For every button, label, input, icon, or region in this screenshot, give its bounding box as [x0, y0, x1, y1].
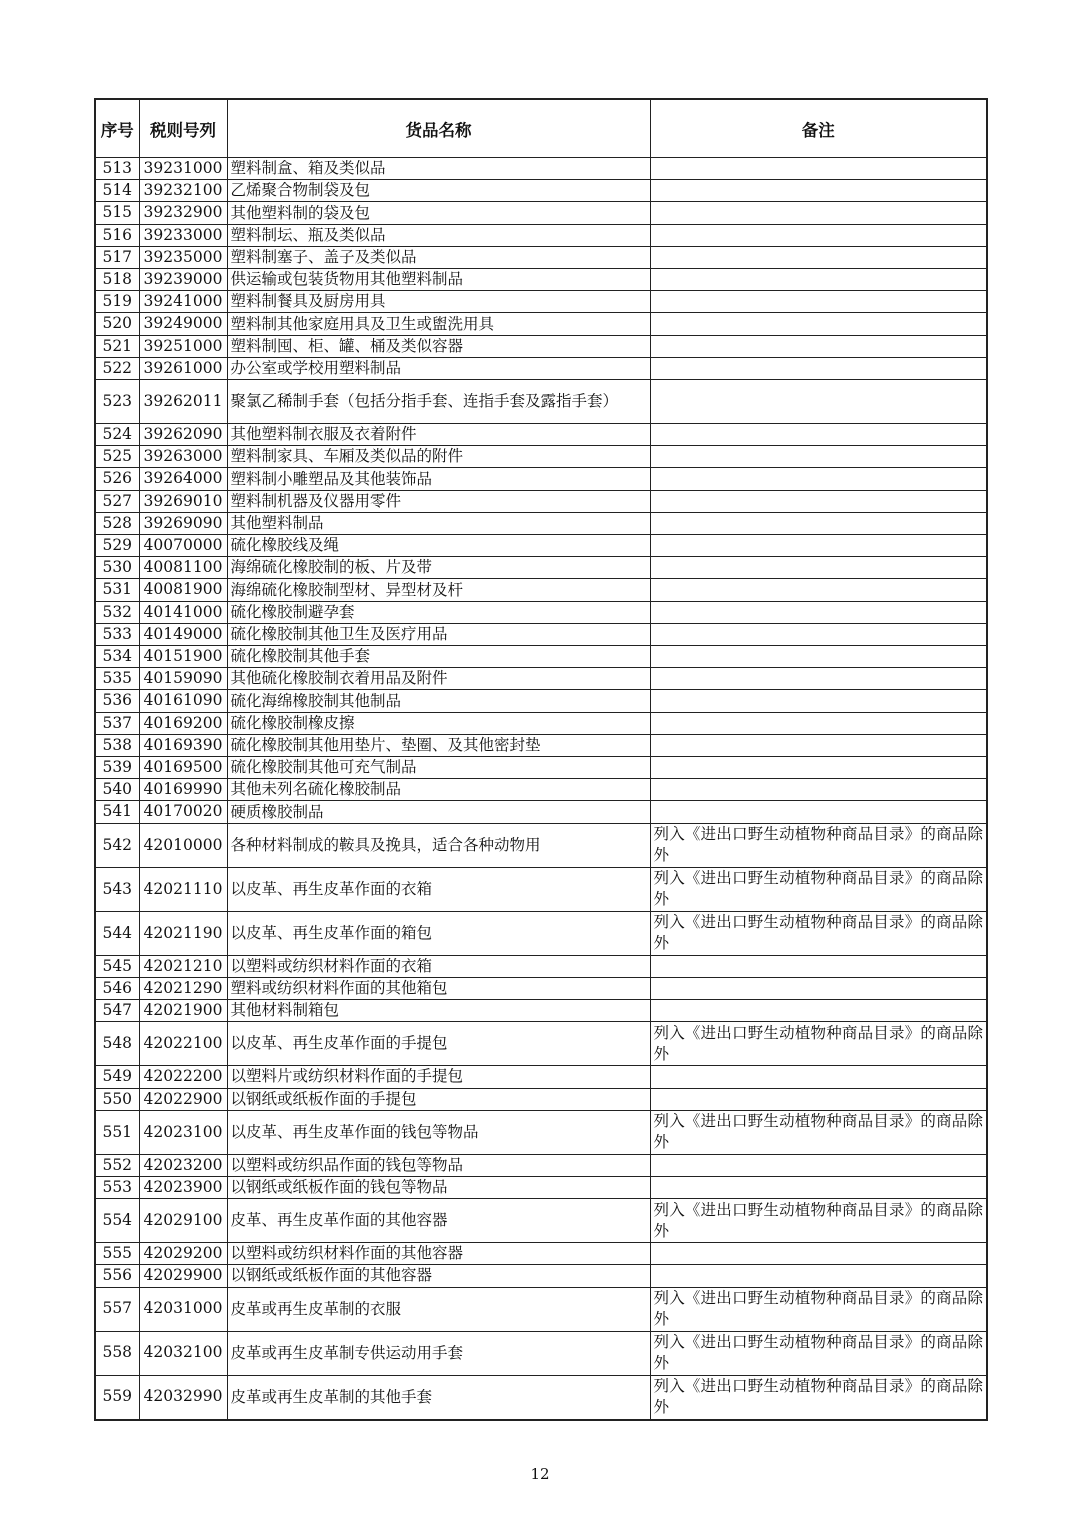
row-tariff-code: 42021190 [139, 911, 227, 955]
row-goods-name: 皮革或再生皮革制的其他手套 [227, 1375, 650, 1420]
row-remarks [650, 291, 987, 313]
row-remarks [650, 779, 987, 801]
table-row [95, 823, 987, 867]
row-seq: 556 [95, 1265, 139, 1287]
row-remarks [650, 977, 987, 999]
row-tariff-code: 39233000 [139, 224, 227, 246]
row-seq: 532 [95, 601, 139, 623]
row-tariff-code: 42021900 [139, 1000, 227, 1022]
row-seq: 543 [95, 867, 139, 911]
table-row [95, 955, 987, 977]
row-seq: 517 [95, 246, 139, 268]
row-goods-name: 其他塑料制的袋及包 [227, 202, 650, 224]
table-row [95, 269, 987, 291]
row-goods-name: 聚氯乙稀制手套（包括分指手套、连指手套及露指手套） [227, 380, 650, 424]
row-remarks [650, 380, 987, 424]
row-goods-name: 硬质橡胶制品 [227, 801, 650, 823]
row-goods-name: 硫化橡胶制其他可充气制品 [227, 757, 650, 779]
row-goods-name: 以钢纸或纸板作面的钱包等物品 [227, 1176, 650, 1198]
row-seq: 552 [95, 1154, 139, 1176]
row-remarks [650, 1243, 987, 1265]
table-row [95, 1022, 987, 1066]
row-tariff-code: 40081100 [139, 557, 227, 579]
row-goods-name: 硫化橡胶制其他卫生及医疗用品 [227, 623, 650, 645]
row-remarks [650, 512, 987, 534]
row-seq: 523 [95, 380, 139, 424]
table-row [95, 291, 987, 313]
row-goods-name: 硫化橡胶制其他用垫片、垫圈、及其他密封垫 [227, 734, 650, 756]
page-number: 12 [530, 1465, 550, 1483]
table-row [95, 490, 987, 512]
row-goods-name: 硫化橡胶制橡皮擦 [227, 712, 650, 734]
row-goods-name: 以皮革、再生皮革作面的箱包 [227, 911, 650, 955]
row-remarks [650, 269, 987, 291]
row-goods-name: 以塑料或纺织品作面的钱包等物品 [227, 1154, 650, 1176]
row-seq: 527 [95, 490, 139, 512]
table-row [95, 1088, 987, 1110]
row-goods-name: 塑料制塞子、盖子及类似品 [227, 246, 650, 268]
row-seq: 529 [95, 535, 139, 557]
row-tariff-code: 40169990 [139, 779, 227, 801]
row-goods-name: 海绵硫化橡胶制型材、异型材及杆 [227, 579, 650, 601]
row-remarks [650, 313, 987, 335]
row-remarks [650, 357, 987, 379]
table-row [95, 1066, 987, 1088]
row-goods-name: 硫化橡胶线及绳 [227, 535, 650, 557]
row-tariff-code: 42010000 [139, 823, 227, 867]
table-row [95, 357, 987, 379]
row-remarks [650, 490, 987, 512]
table-row [95, 1243, 987, 1265]
table-row [95, 579, 987, 601]
row-tariff-code: 40081900 [139, 579, 227, 601]
row-tariff-code: 40170020 [139, 801, 227, 823]
row-goods-name: 塑料制盒、箱及类似品 [227, 158, 650, 180]
row-tariff-code: 42021210 [139, 955, 227, 977]
row-tariff-code: 39232100 [139, 180, 227, 202]
table-row [95, 690, 987, 712]
row-goods-name: 以钢纸或纸板作面的其他容器 [227, 1265, 650, 1287]
row-goods-name: 硫化橡胶制其他手套 [227, 646, 650, 668]
header-seq: 序号 [95, 99, 139, 158]
row-tariff-code: 39262090 [139, 424, 227, 446]
row-seq: 542 [95, 823, 139, 867]
row-tariff-code: 42031000 [139, 1287, 227, 1331]
row-tariff-code: 42023900 [139, 1176, 227, 1198]
row-remarks: 列入《进出口野生动植物种商品目录》的商品除外 [650, 1110, 987, 1154]
row-remarks: 列入《进出口野生动植物种商品目录》的商品除外 [650, 1199, 987, 1243]
row-tariff-code: 40161090 [139, 690, 227, 712]
row-goods-name: 皮革、再生皮革作面的其他容器 [227, 1199, 650, 1243]
table-row [95, 712, 987, 734]
table-row [95, 202, 987, 224]
row-seq: 555 [95, 1243, 139, 1265]
row-remarks [650, 955, 987, 977]
row-remarks [650, 690, 987, 712]
row-seq: 531 [95, 579, 139, 601]
row-goods-name: 塑料制家具、车厢及类似品的附件 [227, 446, 650, 468]
row-remarks [650, 1000, 987, 1022]
table-row [95, 601, 987, 623]
table-row [95, 1265, 987, 1287]
row-seq: 521 [95, 335, 139, 357]
table-row [95, 535, 987, 557]
row-seq: 551 [95, 1110, 139, 1154]
row-seq: 541 [95, 801, 139, 823]
table-row [95, 801, 987, 823]
row-goods-name: 各种材料制成的鞍具及挽具，适合各种动物用 [227, 823, 650, 867]
table-row [95, 446, 987, 468]
row-remarks [650, 335, 987, 357]
table-row [95, 424, 987, 446]
row-goods-name: 乙烯聚合物制袋及包 [227, 180, 650, 202]
table-row [95, 468, 987, 490]
row-tariff-code: 42029900 [139, 1265, 227, 1287]
row-remarks [650, 1066, 987, 1088]
row-goods-name: 塑料或纺织材料作面的其他箱包 [227, 977, 650, 999]
row-goods-name: 其他塑料制品 [227, 512, 650, 534]
row-remarks: 列入《进出口野生动植物种商品目录》的商品除外 [650, 867, 987, 911]
table-row [95, 224, 987, 246]
row-remarks [650, 224, 987, 246]
row-remarks: 列入《进出口野生动植物种商品目录》的商品除外 [650, 1287, 987, 1331]
row-goods-name: 塑料制餐具及厨房用具 [227, 291, 650, 313]
row-remarks [650, 557, 987, 579]
row-remarks [650, 424, 987, 446]
row-tariff-code: 39269090 [139, 512, 227, 534]
row-remarks [650, 446, 987, 468]
row-tariff-code: 42021110 [139, 867, 227, 911]
row-remarks: 列入《进出口野生动植物种商品目录》的商品除外 [650, 823, 987, 867]
row-tariff-code: 39249000 [139, 313, 227, 335]
table-row [95, 512, 987, 534]
row-seq: 539 [95, 757, 139, 779]
table-row [95, 977, 987, 999]
row-tariff-code: 40169390 [139, 734, 227, 756]
row-goods-name: 其他硫化橡胶制衣着用品及附件 [227, 668, 650, 690]
row-tariff-code: 39232900 [139, 202, 227, 224]
row-tariff-code: 39269010 [139, 490, 227, 512]
row-tariff-code: 39231000 [139, 158, 227, 180]
row-seq: 550 [95, 1088, 139, 1110]
row-seq: 547 [95, 1000, 139, 1022]
table-row [95, 1176, 987, 1198]
row-goods-name: 塑料制囤、柜、罐、桶及类似容器 [227, 335, 650, 357]
row-tariff-code: 42022900 [139, 1088, 227, 1110]
row-remarks: 列入《进出口野生动植物种商品目录》的商品除外 [650, 1375, 987, 1420]
table-row [95, 1287, 987, 1331]
row-seq: 520 [95, 313, 139, 335]
table-row [95, 1199, 987, 1243]
row-tariff-code: 42022100 [139, 1022, 227, 1066]
row-tariff-code: 40169200 [139, 712, 227, 734]
row-seq: 553 [95, 1176, 139, 1198]
table-row [95, 1331, 987, 1375]
row-seq: 515 [95, 202, 139, 224]
table-row [95, 1375, 987, 1420]
table-row [95, 158, 987, 180]
row-remarks [650, 1176, 987, 1198]
row-remarks [650, 1265, 987, 1287]
table-row [95, 911, 987, 955]
row-tariff-code: 42032990 [139, 1375, 227, 1420]
row-tariff-code: 39251000 [139, 335, 227, 357]
header-remarks: 备注 [650, 99, 987, 158]
row-seq: 522 [95, 357, 139, 379]
row-tariff-code: 39241000 [139, 291, 227, 313]
row-goods-name: 办公室或学校用塑料制品 [227, 357, 650, 379]
row-tariff-code: 42032100 [139, 1331, 227, 1375]
row-tariff-code: 39264000 [139, 468, 227, 490]
row-remarks [650, 246, 987, 268]
table-row [95, 867, 987, 911]
row-seq: 544 [95, 911, 139, 955]
row-seq: 538 [95, 734, 139, 756]
row-seq: 545 [95, 955, 139, 977]
row-remarks [650, 202, 987, 224]
row-goods-name: 塑料制其他家庭用具及卫生或盥洗用具 [227, 313, 650, 335]
row-seq: 554 [95, 1199, 139, 1243]
row-remarks [650, 801, 987, 823]
row-seq: 516 [95, 224, 139, 246]
row-remarks [650, 468, 987, 490]
row-seq: 524 [95, 424, 139, 446]
row-seq: 530 [95, 557, 139, 579]
row-goods-name: 以钢纸或纸板作面的手提包 [227, 1088, 650, 1110]
table-body [95, 158, 987, 1420]
goods-table [94, 98, 988, 1421]
table-row [95, 557, 987, 579]
row-tariff-code: 39239000 [139, 269, 227, 291]
table-row [95, 1000, 987, 1022]
row-tariff-code: 40151900 [139, 646, 227, 668]
row-goods-name: 海绵硫化橡胶制的板、片及带 [227, 557, 650, 579]
row-remarks [650, 646, 987, 668]
row-goods-name: 其他塑料制衣服及衣着附件 [227, 424, 650, 446]
row-remarks [650, 1088, 987, 1110]
row-tariff-code: 39261000 [139, 357, 227, 379]
row-tariff-code: 40141000 [139, 601, 227, 623]
row-tariff-code: 42022200 [139, 1066, 227, 1088]
row-remarks: 列入《进出口野生动植物种商品目录》的商品除外 [650, 1331, 987, 1375]
row-seq: 559 [95, 1375, 139, 1420]
row-goods-name: 以塑料或纺织材料作面的衣箱 [227, 955, 650, 977]
row-seq: 528 [95, 512, 139, 534]
table-row [95, 779, 987, 801]
row-remarks: 列入《进出口野生动植物种商品目录》的商品除外 [650, 911, 987, 955]
table-row [95, 1110, 987, 1154]
row-goods-name: 硫化海绵橡胶制其他制品 [227, 690, 650, 712]
row-goods-name: 塑料制坛、瓶及类似品 [227, 224, 650, 246]
row-remarks [650, 1154, 987, 1176]
table-row [95, 1154, 987, 1176]
row-remarks [650, 734, 987, 756]
row-remarks [650, 535, 987, 557]
row-goods-name: 以皮革、再生皮革作面的手提包 [227, 1022, 650, 1066]
row-seq: 540 [95, 779, 139, 801]
row-seq: 557 [95, 1287, 139, 1331]
row-tariff-code: 39263000 [139, 446, 227, 468]
row-seq: 534 [95, 646, 139, 668]
row-goods-name: 以皮革、再生皮革作面的衣箱 [227, 867, 650, 911]
row-seq: 548 [95, 1022, 139, 1066]
row-tariff-code: 42023100 [139, 1110, 227, 1154]
row-goods-name: 以塑料片或纺织材料作面的手提包 [227, 1066, 650, 1088]
row-seq: 558 [95, 1331, 139, 1375]
row-tariff-code: 39262011 [139, 380, 227, 424]
row-goods-name: 皮革或再生皮革制专供运动用手套 [227, 1331, 650, 1375]
row-goods-name: 以皮革、再生皮革作面的钱包等物品 [227, 1110, 650, 1154]
row-remarks [650, 668, 987, 690]
row-remarks [650, 757, 987, 779]
row-seq: 525 [95, 446, 139, 468]
table-header-row [95, 99, 987, 158]
table-row [95, 668, 987, 690]
row-seq: 526 [95, 468, 139, 490]
row-seq: 518 [95, 269, 139, 291]
row-goods-name: 塑料制小雕塑品及其他装饰品 [227, 468, 650, 490]
row-seq: 546 [95, 977, 139, 999]
row-goods-name: 塑料制机器及仪器用零件 [227, 490, 650, 512]
row-goods-name: 其他材料制箱包 [227, 1000, 650, 1022]
row-tariff-code: 40070000 [139, 535, 227, 557]
table-row [95, 623, 987, 645]
table-row [95, 646, 987, 668]
row-remarks [650, 712, 987, 734]
row-seq: 514 [95, 180, 139, 202]
row-seq: 537 [95, 712, 139, 734]
row-remarks [650, 180, 987, 202]
table-row [95, 180, 987, 202]
table-row [95, 335, 987, 357]
row-goods-name: 硫化橡胶制避孕套 [227, 601, 650, 623]
row-seq: 533 [95, 623, 139, 645]
row-tariff-code: 42029200 [139, 1243, 227, 1265]
row-remarks [650, 579, 987, 601]
table-row [95, 313, 987, 335]
row-goods-name: 皮革或再生皮革制的衣服 [227, 1287, 650, 1331]
row-goods-name: 其他未列名硫化橡胶制品 [227, 779, 650, 801]
row-goods-name: 供运输或包装货物用其他塑料制品 [227, 269, 650, 291]
table-row [95, 734, 987, 756]
row-goods-name: 以塑料或纺织材料作面的其他容器 [227, 1243, 650, 1265]
row-tariff-code: 40149000 [139, 623, 227, 645]
row-tariff-code: 40159090 [139, 668, 227, 690]
row-seq: 549 [95, 1066, 139, 1088]
row-seq: 513 [95, 158, 139, 180]
table-row [95, 246, 987, 268]
row-remarks [650, 623, 987, 645]
row-tariff-code: 39235000 [139, 246, 227, 268]
table-row [95, 380, 987, 424]
row-tariff-code: 40169500 [139, 757, 227, 779]
row-remarks: 列入《进出口野生动植物种商品目录》的商品除外 [650, 1022, 987, 1066]
header-tariff-code: 税则号列 [139, 99, 227, 158]
row-seq: 535 [95, 668, 139, 690]
table-row [95, 757, 987, 779]
header-goods-name: 货品名称 [227, 99, 650, 158]
row-tariff-code: 42021290 [139, 977, 227, 999]
row-seq: 519 [95, 291, 139, 313]
row-tariff-code: 42029100 [139, 1199, 227, 1243]
row-tariff-code: 42023200 [139, 1154, 227, 1176]
row-remarks [650, 601, 987, 623]
row-seq: 536 [95, 690, 139, 712]
row-remarks [650, 158, 987, 180]
